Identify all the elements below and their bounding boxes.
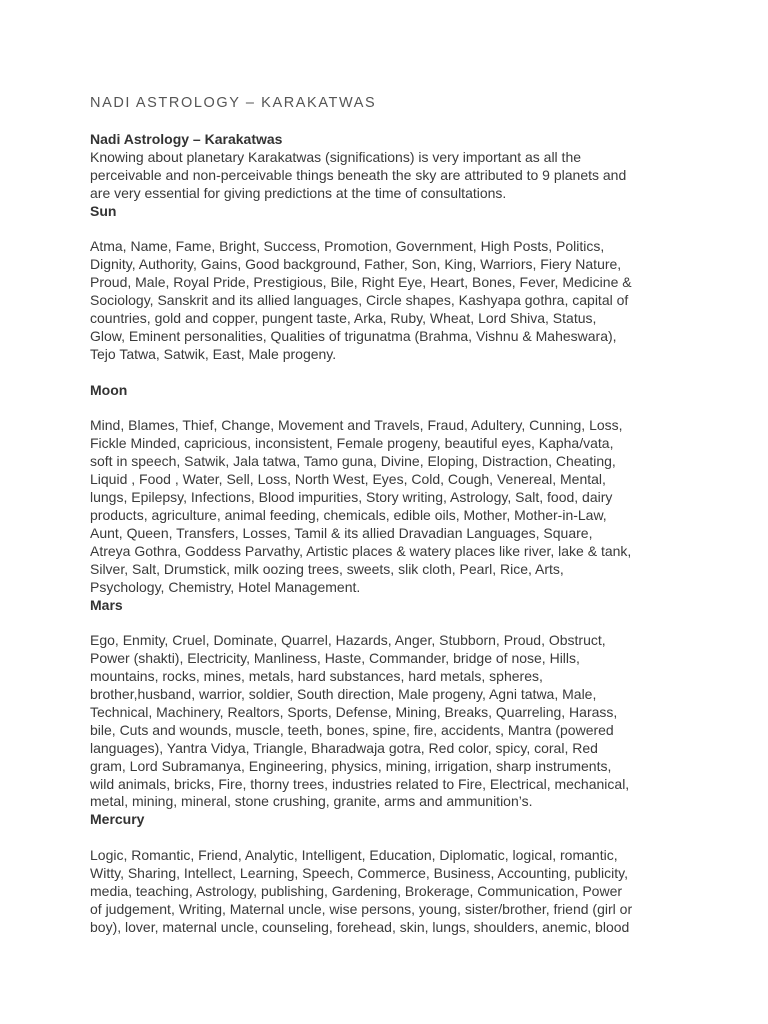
spacer [90,614,690,632]
section-text-mercury: Logic, Romantic, Friend, Analytic, Intelligent, Education, Diplomatic, logical, romantic, Witty, Sharing, Intellect, Learning, Speech, Commerce, Business, Accounting, publicity, media, teaching, Astrology, publishing, Gardening, Brokerage, Communication, Power of judgement, Writing, Maternal uncle, wise persons, young, sister/brother, friend (girl or boy), lover, maternal uncle, counseling, forehead, skin, lungs, shoulders, anemic, blood [90,847,633,935]
section-text-mars: Ego, Enmity, Cruel, Dominate, Quarrel, Hazards, Anger, Stubborn, Proud, Obstruct, Power (shakti), Electricity, Manliness, Haste, Commander, bridge of nose, Hills, mountains, rocks, mines, metals, hard substances, hard metals, spheres, brother,husband, warrior, soldier, South direction, Male progeny, Agni tatwa, Male, Technical, Machinery, Realtors, Sports, Defense, Mining, Breaks, Quarreling, Harass, bile, Cuts and wounds, muscle, teeth, bones, spine, fire, accidents, Mantra (powered languages), Yantra Vidya, Triangle, Bharadwaja gotra, Red color, spicy, coral, Red gram, Lord Subramanya, Engineering, physics, mining, irrigation, sharp instruments, wild animals, bricks, Fire, thorny trees, industries related to Fire, Electrical, mechanical, metal, mining, mineral, stone crushing, granite, arms and ammunition’s. [90,632,630,810]
section-heading-moon: Moon [90,381,128,398]
section-text-moon: Mind, Blames, Thief, Change, Movement and Travels, Fraud, Adultery, Cunning, Loss, Fickle Minded, capricious, inconsistent, Female progeny, beautiful eyes, Kapha/vata, soft in speech, Satwik, Jala tatwa, Tamo guna, Divine, Eloping, Distraction, Cheating, Liquid , Food , Water, Sell, Loss, North West, Eyes, Cold, Cough, Venereal, Mental, lungs, Epilepsy, Infections, Blood impurities, Story writing, Astrology, Salt, food, dairy products, agriculture, animal feeding, chemicals, edible oils, Mother, Mother-in-Law, Aunt, Queen, Transfers, Losses, Tamil & its allied Dravadian Languages, Square, Atreya Gothra, Goddess Parvathy, Artistic places & watery places like river, lake & tank, Silver, Salt, Drumstick, milk oozing trees, sweets, slik cloth, Pearl, Rice, Arts, Psychology, Chemistry, Hotel Management. [90,417,632,595]
spacer [90,829,690,847]
spacer [90,400,690,418]
section-heading-mars: Mars [90,596,123,613]
spacer [90,364,690,382]
section-text-sun: Atma, Name, Fame, Bright, Success, Promotion, Government, High Posts, Politics, Dignity, Authority, Gains, Good background, Father, Son, King, Warriors, Fiery Nature, Proud, Male, Royal Pride, Prestigious, Bile, Right Eye, Heart, Bones, Fever, Medicine & Sociology, Sanskrit and its allied languages, Circle shapes, Kashyapa gothra, capital of countries, gold and copper, pungent taste, Arka, Ruby, Wheat, Lord Shiva, Status, Glow, Eminent personalities, Qualities of trigunatma (Brahma, Vishnu & Maheswara), Tejo Tatwa, Satwik, East, Male progeny. [90,238,632,362]
section-heading-sun: Sun [90,202,117,219]
intro-heading: Nadi Astrology – Karakatwas [90,131,283,147]
spacer [90,221,690,239]
document-page [90,93,690,937]
intro-paragraph: Knowing about planetary Karakatwas (significations) is very important as all the perceivable and non-perceivable things beneath the sky are attributed to 9 planets and are very essential for giving predictions at the time of consultations. [90,148,627,201]
document-title: NADI ASTROLOGY – KARAKATWAS [90,95,377,111]
section-heading-mercury: Mercury [90,811,145,828]
